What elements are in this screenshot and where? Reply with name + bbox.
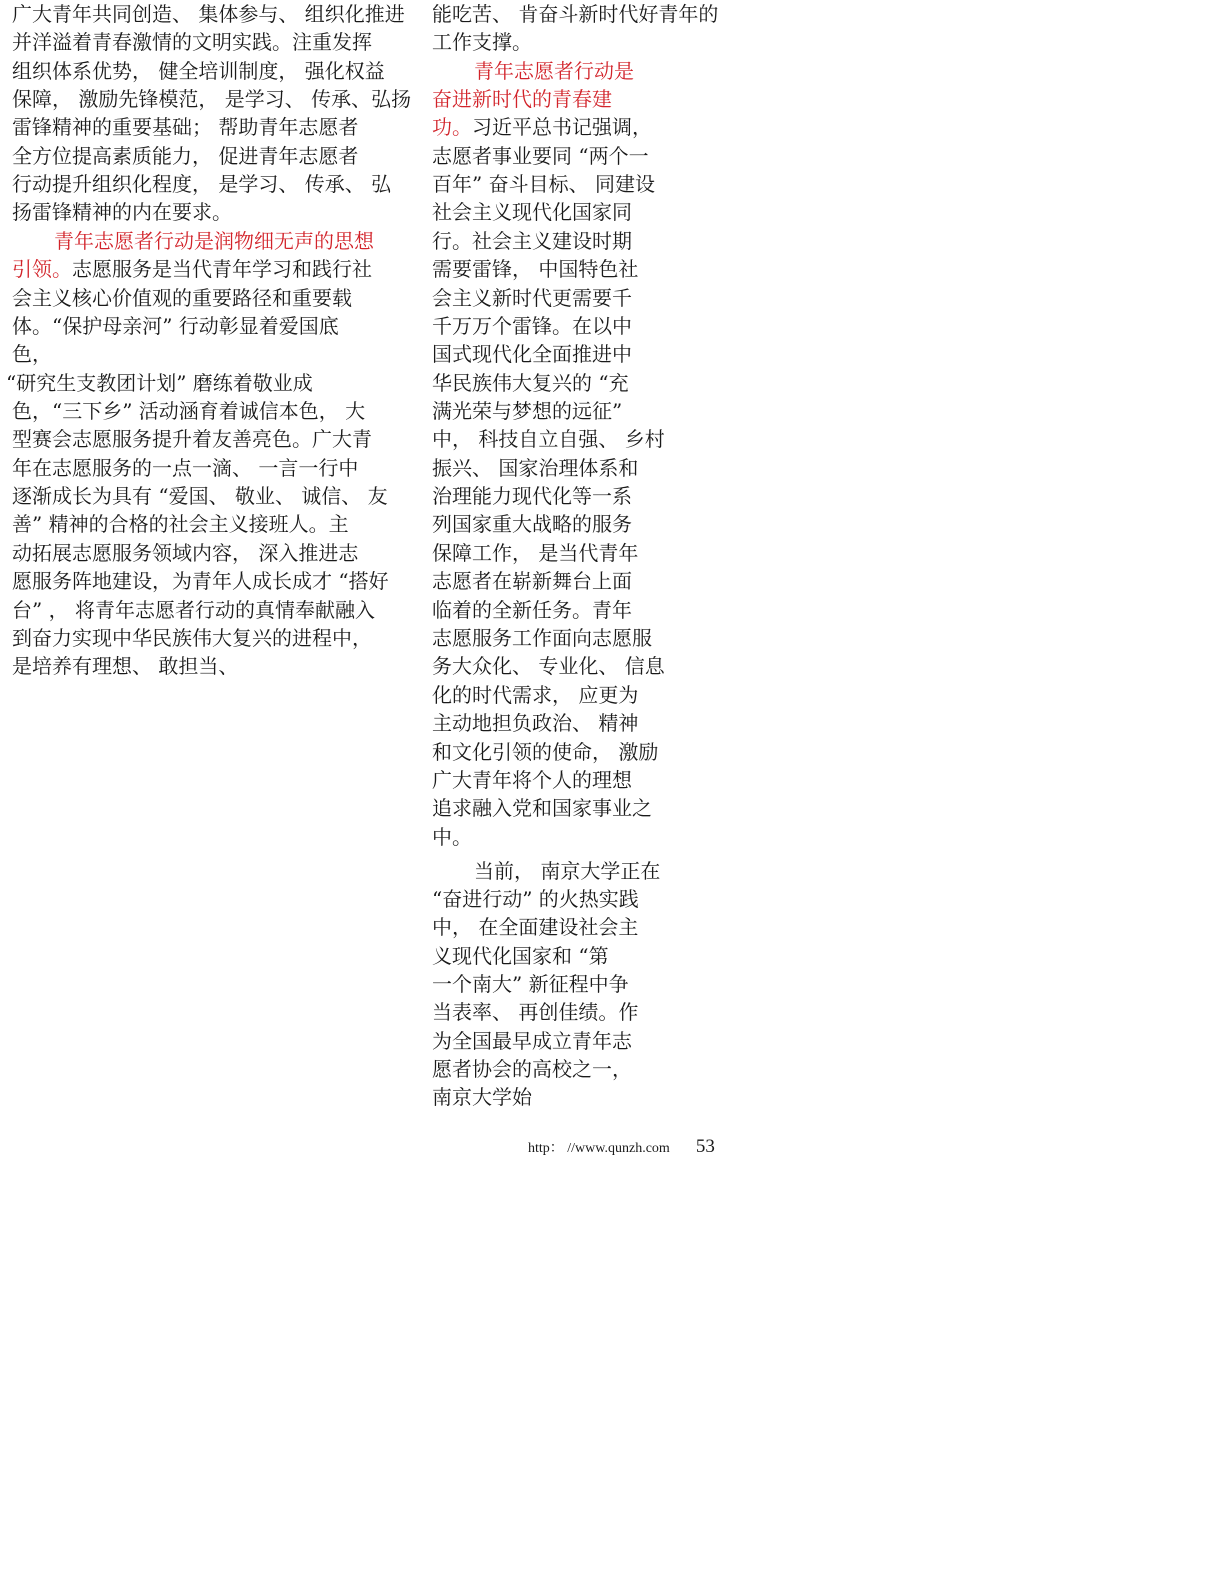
text-line: 体。“保护母亲河” 行动彰显着爱国底 [12,314,339,338]
text-line: 能吃苦、 肯奋斗新时代好青年的 [432,2,719,26]
text-line: 需要雷锋， 中国特色社 [432,257,639,281]
text-line: 满光荣与梦想的远征” [432,399,623,423]
text-line: 追求融入党和国家事业之 [432,796,652,820]
text-line: 并洋溢着青春激情的文明实践。注重发挥 [12,30,372,54]
text-line: 志愿服务工作面向志愿服 [432,626,652,650]
text-line: 当前， 南京大学正在 [474,859,661,883]
text-line: 化的时代需求， 应更为 [432,683,639,707]
text-line: 会主义新时代更需要千 [432,286,632,310]
text-line: 保障工作， 是当代青年 [432,541,639,565]
text-line: 临着的全新任务。青年 [432,598,632,622]
text-line: 治理能力现代化等一系 [432,484,632,508]
text-line: 扬雷锋精神的内在要求。 [12,200,232,224]
text-line: 广大青年将个人的理想 [432,768,632,792]
text-line: 是培养有理想、 敢担当、 [12,654,239,678]
text-line: 行动提升组织化程度， 是学习、 传承、 弘 [12,172,392,196]
text-line: 台” ， 将青年志愿者行动的真情奉献融入 [12,598,375,622]
text-line: 逐渐成长为具有 “爱国、 敬业、 诚信、 友 [12,484,388,508]
text-line: 全方位提高素质能力， 促进青年志愿者 [12,144,359,168]
text-line: 广大青年共同创造、 集体参与、 组织化推进 [12,2,405,26]
text-line: 当表率、 再创佳绩。作 [432,1000,639,1024]
text-line: 社会主义现代化国家同 [432,200,632,224]
text-line: 中， 在全面建设社会主 [432,915,639,939]
text-line: 愿者协会的高校之一， [432,1057,632,1081]
section-heading-line: 青年志愿者行动是 [474,59,634,83]
text-line: 会主义核心价值观的重要路径和重要载 [12,286,352,310]
text-line: 到奋力实现中华民族伟大复兴的进程中， [12,626,372,650]
text-line: 善” 精神的合格的社会主义接班人。主 [12,512,349,536]
text-line: 为全国最早成立青年志 [432,1029,632,1053]
section-heading-line: 青年志愿者行动是润物细无声的思想 [54,229,374,253]
text-line: 国式现代化全面推进中 [432,342,632,366]
text-line: 保障， 激励先锋模范， 是学习、 传承、弘扬 [12,87,412,111]
text-line: 引领。志愿服务是当代青年学习和践行社 [12,257,372,281]
text-line: 色， [12,342,52,366]
page-footer [528,1136,715,1158]
text-line: 行。社会主义建设时期 [432,229,632,253]
text-line: 色，“三下乡” 活动涵育着诚信本色， 大 [12,399,366,423]
footer-url: http： //www.qunzh.com [528,1141,670,1156]
text-line: 义现代化国家和 “第 [432,944,609,968]
section-heading-line: 奋进新时代的青春建 [432,87,612,111]
text-line: 南京大学始 [432,1085,532,1109]
page-number: 53 [695,1136,715,1157]
text-line: “研究生支教团计划” 磨练着敬业成 [6,371,313,395]
text-line: 务大众化、 专业化、 信息 [432,654,665,678]
text-line: 功。习近平总书记强调， [432,115,652,139]
text-line: 中。 [432,825,472,849]
text-line: 型赛会志愿服务提升着友善亮色。广大青 [12,427,372,451]
text-line: 年在志愿服务的一点一滴、 一言一行中 [12,456,359,480]
text-line: 志愿者在崭新舞台上面 [432,569,632,593]
text-line: 和文化引领的使命， 激励 [432,740,659,764]
text-line: 动拓展志愿服务领域内容， 深入推进志 [12,541,359,565]
text-line: 雷锋精神的重要基础； 帮助青年志愿者 [12,115,359,139]
text-line: 组织体系优势， 健全培训制度， 强化权益 [12,59,385,83]
text-line: “奋进行动” 的火热实践 [432,887,639,911]
text-line: 华民族伟大复兴的 “充 [432,371,629,395]
text-line: 一个南大” 新征程中争 [432,972,629,996]
text-line: 百年” 奋斗目标、 同建设 [432,172,655,196]
text-line: 振兴、 国家治理体系和 [432,456,639,480]
text-line: 工作支撑。 [432,30,532,54]
text-line: 志愿者事业要同 “两个一 [432,144,649,168]
text-line: 主动地担负政治、 精神 [432,711,639,735]
text-line: 愿服务阵地建设，为青年人成长成才 “搭好 [12,569,389,593]
text-line: 列国家重大战略的服务 [432,512,632,536]
text-line: 千万万个雷锋。在以中 [432,314,632,338]
text-line: 中， 科技自立自强、 乡村 [432,427,665,451]
